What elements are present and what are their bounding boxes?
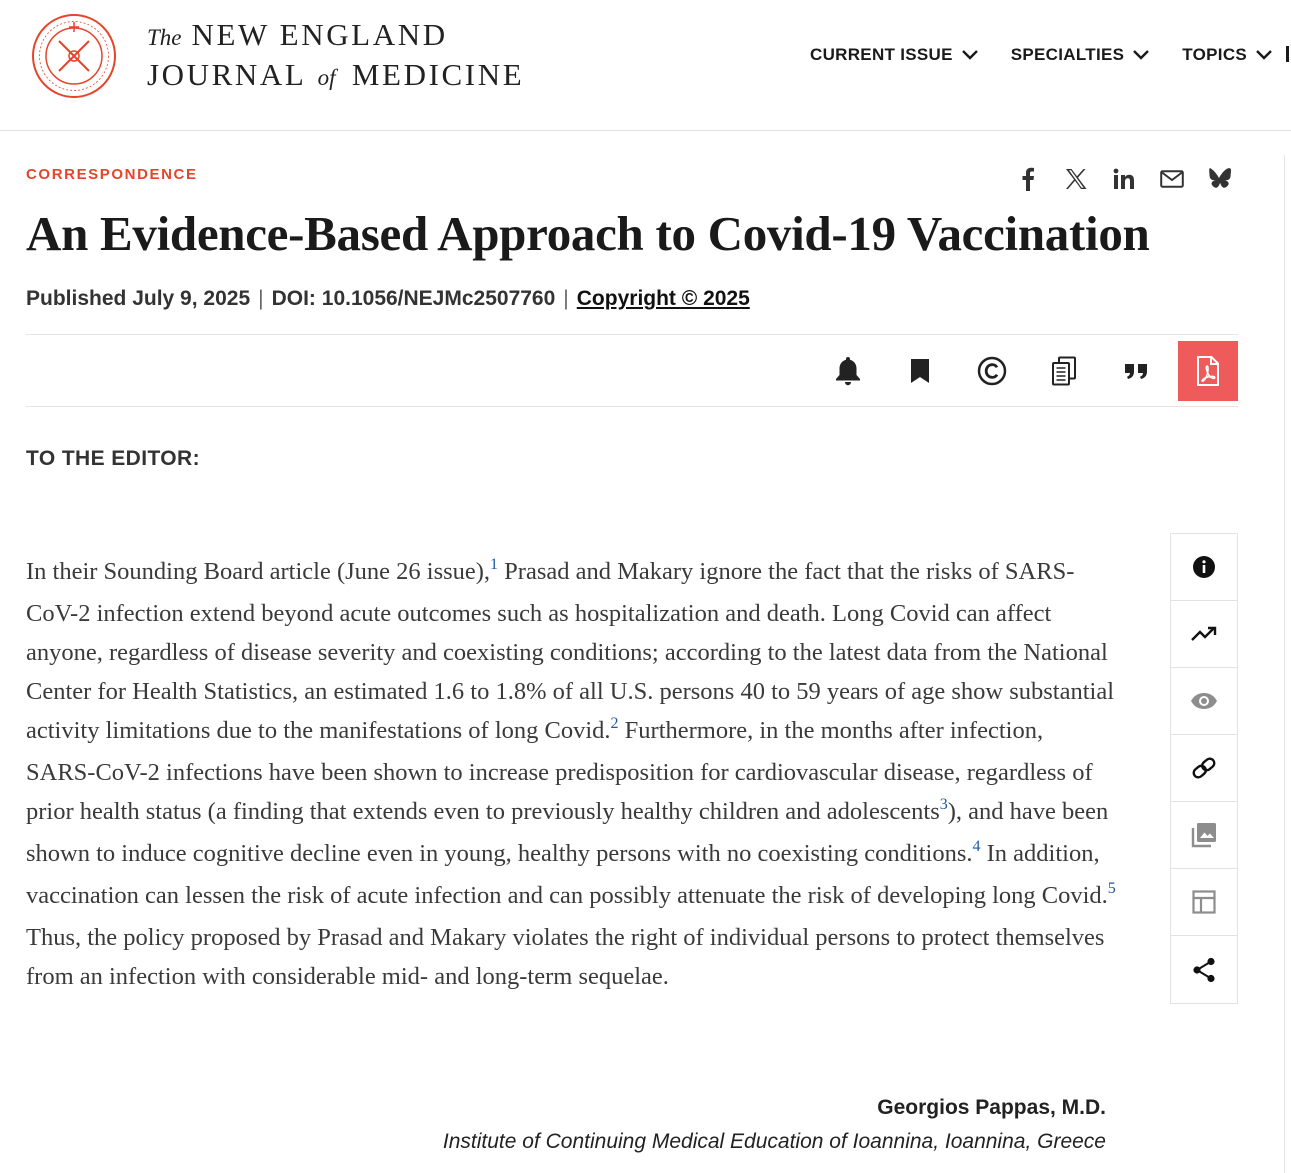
nav-specialties[interactable] [1011, 45, 1151, 65]
article-toolbar [26, 334, 1238, 407]
x-icon [1064, 167, 1088, 191]
bluesky-icon [1208, 168, 1232, 190]
link-icon [1191, 757, 1217, 779]
toolbar-icons [806, 341, 1238, 401]
nav-label: CURRENT ISSUE [810, 45, 953, 64]
author-name: Georgios Pappas, M.D. [877, 1096, 1106, 1119]
nejm-seal-logo[interactable] [31, 13, 117, 99]
reference-2-link[interactable]: 2 [610, 715, 619, 732]
copy-link-button[interactable] [1171, 735, 1237, 802]
trending-icon [1191, 626, 1217, 642]
facebook-share-button[interactable] [1015, 166, 1041, 192]
permissions-button[interactable] [962, 341, 1022, 401]
pdf-icon [1196, 356, 1220, 386]
body-text-segment: In addition, vaccination can lessen the risk of acute infection and can possibly attenuate the risk of developing long Covid. [26, 840, 1108, 909]
doi-label: DOI: [271, 287, 316, 310]
chevron-down-icon [1255, 49, 1273, 61]
logo-medicine: MEDICINE [351, 57, 525, 92]
alert-button[interactable] [818, 341, 878, 401]
figures-button[interactable] [1171, 802, 1237, 869]
copyright-link[interactable]: Copyright © 2025 [576, 287, 750, 310]
meta-separator: | [258, 287, 264, 310]
body-text-segment: Furthermore, in the months after infection, SARS-CoV-2 infections have been shown to increase predisposition for cardiovascular disease, regardless of prior health status (a finding that extends even to previously healthy children and adolescents [26, 717, 1093, 825]
article-side-toolbar [1170, 533, 1238, 1004]
published-label: Published [26, 287, 127, 310]
share-button[interactable] [1171, 936, 1237, 1003]
quote-icon [1124, 362, 1148, 380]
content-divider [1284, 155, 1285, 1173]
cite-button[interactable] [1106, 341, 1166, 401]
logo-the: The [147, 25, 182, 50]
chevron-down-icon [961, 49, 979, 61]
meta-separator: | [563, 287, 569, 310]
author-institution: Institute of Continuing Medical Education of Ioannina, Ioannina, Greece [442, 1130, 1106, 1153]
facebook-icon [1021, 167, 1035, 191]
metrics-button[interactable] [1171, 601, 1237, 668]
email-share-button[interactable] [1159, 166, 1185, 192]
site-header [0, 0, 1291, 131]
article-title: An Evidence-Based Approach to Covid-19 Vaccination [26, 206, 1150, 261]
site-logo-text[interactable] [147, 17, 524, 97]
body-text-segment: Prasad and Makary ignore the fact that the risks of SARS-CoV-2 infection extend beyond acute outcomes such as hospitalization and death. Long Covid can affect anyone, regardless of disease severity and coexisting conditions; according to the latest data from the National Center for Health Statistics, an estimated 1.6 to 1.8% of all U.S. persons 40 to 59 years of age show substantial activity limitations due to the manifestations of long Covid. [26, 558, 1115, 744]
reference-5-link[interactable]: 5 [1107, 880, 1116, 897]
reference-4-link[interactable]: 4 [972, 838, 981, 855]
logo-journal: JOURNAL [147, 57, 306, 92]
copyright-icon [977, 356, 1007, 386]
bluesky-share-button[interactable] [1207, 166, 1233, 192]
x-share-button[interactable] [1063, 166, 1089, 192]
article-info-button[interactable] [1171, 534, 1237, 601]
body-text-segment: ), and have been shown to induce cognitive decline even in young, healthy persons with no coexisting conditions. [26, 798, 1109, 867]
bell-icon [835, 356, 861, 386]
to-the-editor-heading: TO THE EDITOR: [26, 447, 200, 470]
logo-of: of [317, 65, 336, 90]
pdf-download-button[interactable] [1178, 341, 1238, 401]
main-nav [810, 42, 1291, 68]
reprints-button[interactable] [1034, 341, 1094, 401]
reference-1-link[interactable]: 1 [490, 556, 499, 573]
nav-current-issue[interactable] [810, 45, 979, 65]
nav-topics[interactable] [1182, 45, 1273, 65]
bookmark-button[interactable] [890, 341, 950, 401]
logo-new-england: NEW ENGLAND [191, 17, 448, 52]
bookmark-icon [910, 358, 930, 384]
tables-button[interactable] [1171, 869, 1237, 936]
reference-3-link[interactable]: 3 [939, 796, 948, 813]
image-icon [1191, 822, 1217, 848]
published-date: July 9, 2025 [132, 287, 251, 310]
email-icon [1160, 170, 1184, 188]
linkedin-icon [1113, 168, 1135, 190]
article-meta [26, 287, 750, 311]
nav-label: TOPICS [1182, 45, 1248, 64]
share-icon [1192, 957, 1216, 983]
copy-icon [1051, 356, 1077, 386]
chevron-down-icon [1132, 49, 1150, 61]
eye-icon [1190, 692, 1218, 710]
table-icon [1192, 890, 1216, 914]
share-bar [1015, 166, 1233, 192]
body-text-segment: In their Sounding Board article (June 26 issue), [26, 558, 491, 585]
info-icon [1192, 555, 1216, 579]
nav-label: SPECIALTIES [1010, 45, 1125, 64]
letter-body [26, 552, 1116, 996]
article-type-label[interactable]: CORRESPONDENCE [26, 166, 198, 183]
nav-overflow-edge [1286, 46, 1289, 62]
view-button[interactable] [1171, 668, 1237, 735]
body-text-segment: Thus, the policy proposed by Prasad and Makary violates the right of individual persons to protect themselves from an infection with considerable mid- and long-term sequelae. [26, 924, 1105, 990]
doi-value: 10.1056/NEJMc2507760 [321, 287, 556, 310]
linkedin-share-button[interactable] [1111, 166, 1137, 192]
